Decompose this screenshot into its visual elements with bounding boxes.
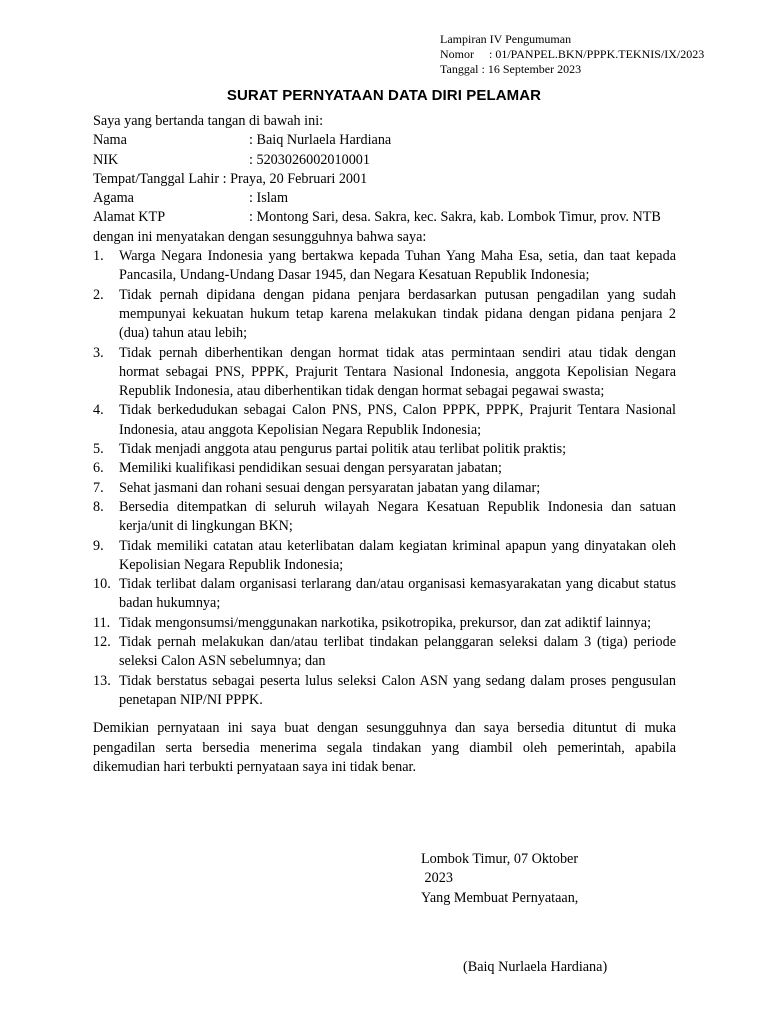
item-number: 1.	[93, 248, 104, 265]
statement-intro: dengan ini menyatakan dengan sesungguhnya bahwa saya:	[93, 228, 427, 245]
document-title: SURAT PERNYATAAN DATA DIRI PELAMAR	[226, 87, 542, 104]
nomor-row	[440, 47, 740, 62]
list-item	[93, 614, 676, 633]
nomor-value: : 01/PANPEL.BKN/PPPK.TEKNIS/IX/2023	[489, 47, 705, 61]
item-number: 3.	[93, 344, 104, 361]
document-body	[93, 112, 676, 777]
item-number: 6.	[93, 460, 104, 477]
item-number: 12.	[93, 634, 111, 651]
list-item	[93, 440, 676, 459]
item-text: Sehat jasmani dan rohani sesuai dengan persyaratan jabatan yang dilamar;	[119, 479, 541, 496]
field-value: : Baiq Nurlaela Hardiana	[249, 132, 392, 149]
item-number: 10.	[93, 576, 111, 593]
item-number: 7.	[93, 479, 104, 496]
field-ttl	[93, 170, 676, 189]
attachment-label: Lampiran IV Pengumuman	[440, 32, 572, 46]
item-text: Bersedia ditempatkan di seluruh wilayah Negara Kesatuan Republik Indonesia dan satuan kerja/unit di lingkungan BKN;	[119, 498, 676, 535]
field-label: Tempat/Tanggal Lahir	[93, 170, 220, 187]
attachment-header	[440, 32, 740, 77]
signature-block	[421, 850, 621, 908]
list-item	[93, 344, 676, 402]
field-label: Nama	[93, 132, 127, 149]
item-text: Tidak mengonsumsi/menggunakan narkotika, psikotropika, prekursor, dan zat adiktif lainnya;	[119, 614, 652, 631]
list-item	[93, 498, 676, 537]
field-nik	[93, 151, 676, 170]
list-item	[93, 401, 676, 440]
place-date: Lombok Timur, 07 Oktober	[421, 851, 579, 867]
field-alamat	[93, 208, 676, 227]
list-item	[93, 633, 676, 672]
field-value: : Islam	[249, 190, 289, 207]
item-number: 4.	[93, 402, 104, 419]
list-item	[93, 459, 676, 478]
statement-list	[93, 247, 676, 710]
field-label: Alamat KTP	[93, 209, 166, 226]
field-label: Agama	[93, 190, 134, 207]
list-item	[93, 247, 676, 286]
field-agama	[93, 189, 676, 208]
item-number: 9.	[93, 537, 104, 554]
list-item	[93, 672, 676, 711]
item-text: Warga Negara Indonesia yang bertakwa kepada Tuhan Yang Maha Esa, setia, dan taat kepada Pancasila, Undang-Undang Dasar 1945, dan Negara Kesatuan Republik Indonesia;	[119, 248, 676, 284]
item-text: Tidak berstatus sebagai peserta lulus seleksi Calon ASN yang sedang dalam proses pengusulan penetapan NIP/NI PPPK.	[119, 672, 676, 708]
closing-paragraph: Demikian pernyataan ini saya buat dengan sesungguhnya dan saya bersedia dituntut di muka pengadilan serta bersedia menerima segala tindakan yang diambil oleh pemerintah, apabila dikemudian hari terbukti pernyataan saya ini tidak benar.	[93, 720, 676, 775]
list-item	[93, 479, 676, 498]
item-number: 2.	[93, 286, 104, 303]
item-text: Tidak terlibat dalam organisasi terlarang dan/atau organisasi kemasyarakatan yang dicabut status badan hukumnya;	[119, 576, 676, 612]
list-item	[93, 575, 676, 614]
item-text: Tidak pernah melakukan dan/atau terlibat tindakan pelanggaran seleksi dalam 3 (tiga) periode seleksi Calon ASN sebelumnya; dan	[119, 634, 676, 670]
tanggal-row: Tanggal : 16 September 2023	[440, 62, 582, 76]
field-nama	[93, 131, 676, 150]
signer-role: Yang Membuat Pernyataan,	[421, 889, 579, 906]
list-item	[93, 537, 676, 576]
sign-year: 2023	[421, 870, 453, 887]
item-text: Tidak pernah diberhentikan dengan hormat tidak atas permintaan sendiri atau tidak dengan hormat sebagai PNS, PPPK, Prajurit Tentara Nasional Indonesia, anggota Kepolisian Negara Republik Indonesia, atau diberhentikan tidak dengan hormat sebagai pegawai swasta;	[119, 344, 676, 400]
item-text: Tidak berkedudukan sebagai Calon PNS, PNS, Calon PPPK, PPPK, Prajurit Tentara Nasional Indonesia, atau anggota Kepolisian Negara Republik Indonesia;	[119, 402, 676, 438]
list-item	[93, 286, 676, 344]
item-text: Tidak memiliki catatan atau keterlibatan dalam kegiatan kriminal apapun yang dinyatakan oleh Kepolisian Negara Republik Indonesia;	[119, 537, 676, 573]
field-value: : Praya, 20 Februari 2001	[219, 170, 368, 187]
field-value: : Montong Sari, desa. Sakra, kec. Sakra, kab. Lombok Timur, prov. NTB	[249, 209, 661, 226]
item-number: 8.	[93, 498, 104, 515]
item-text: Tidak pernah dipidana dengan pidana penjara berdasarkan putusan pengadilan yang sudah mempunyai kekuatan hukum tetap karena melakukan tindak pidana dengan pidana penjara 2 (dua) tahun atau lebih;	[119, 286, 676, 342]
item-number: 13.	[93, 672, 111, 689]
item-text: Tidak menjadi anggota atau pengurus partai politik atau terlibat politik praktis;	[119, 441, 567, 458]
signer-name: (Baiq Nurlaela Hardiana)	[463, 959, 608, 975]
item-text: Memiliki kualifikasi pendidikan sesuai dengan persyaratan jabatan;	[119, 460, 502, 477]
nomor-label: Nomor	[440, 47, 474, 61]
item-number: 11.	[93, 614, 111, 631]
field-value: : 5203026002010001	[249, 151, 370, 168]
field-label: NIK	[93, 151, 119, 168]
intro-text: Saya yang bertanda tangan di bawah ini:	[93, 113, 324, 129]
item-number: 5.	[93, 441, 104, 458]
